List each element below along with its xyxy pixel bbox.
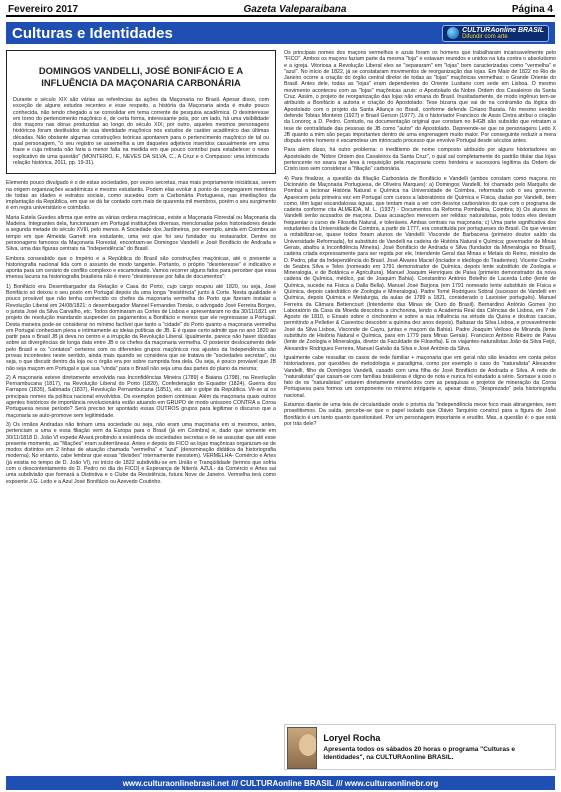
- right-paragraph: Igualmente cabe ressaltar os casos de rede familiar + maçonaria que em geral não são levados em conta pelos historiadores, por questões de metodologia e paradigma, como por exemplo o caso do "naturalista" Alexandre Vandelli, filho de Domingos Vandelli, casado com uma filha de José Bonifácio de Andrada e Silva. A rede de "naturalistas" que casam-se com famílias brasileiras é digno de nota e nunca foi estudado a sério. Somase a isso o fato de os "naturalistas" estarem diretamente envolvidos com as pesquisas e projetos de mineração da Coroa Portuguesa para formos um componente no mínimo intrigante e, apesar disso, "desprezado" pela historiografia nacional.: [284, 354, 556, 399]
- article-intro-box: [6, 50, 276, 174]
- right-paragraph: Os principais nomes dos maçons vermelhos e azuis foram os homens que trabalharam incansavelmente pelo "FICO". Ambos os maçons faziam parte da mesma "loja" e estavam reunidos e unidos na luta contra o absolutismo e a igreja. Vitoriosa a Revolução Liberal eles se "separaram" em "lojas" bem caracterizadas como "vermelha" e "azul". No início de 1822, já se constataram movimentos de reorganização das lojas. Em Maio de 1822 no Rio de Janeiro ocorre a criação do órgão central diretor de todas as "lojas" maçônicas vermelhas: o Grande Oriente do Brasil. Antes dele, todas as "lojas" eram dependentes do Oriente Lusitano com sede em Lisboa. O mesmo movimento aconteceu com as "lojas" maçônicas azuis: o Apostolado da Nobre Ordem dos Cavaleiros da Santa Cruz. Assim, o projeto de reorganização das lojas não emana do Brasil. Inusitadamente, de modo ingênuo tem-se atribuído a Bonifácio a autoria e criação do Apostolado. Tese bizarra que vai de na contramão da lógica do Apostolado com o projeto da Santa Aliança no Brasil, conforme defende Ciriano Barata. No mesmo sentido defende Tobias Monteiro (1927) e Brasil Gerson (1977). Já o historiador Francisco de Assis Cintra atribui o criação da Lonoroç a D. Pedro. Contudo, na documentação original que constam no IHGB são subsídio que retratam a tese de centralidade das pessoas de JB como "autor" do Apostolado. Depreende-se que os personagens Ledo X JB quanto a mim são peças importantes dentro de uma engrenagem muito maior. Por conseguinte reduzir a mera disputa entre homens é escamotear um intrincado processo que envolve Portugal desde séculos antes.: [284, 50, 556, 145]
- article-headline: DOMINGOS VANDELLI, JOSÉ BONIFÁCIO E A INFLUÊNCIA DA MAÇONARIA CARBONÁRIA: [38, 65, 244, 88]
- left-paragraph: Elemento pouco divulgado é o de estas sociedades, por vezes secretas, mas mais propriamente iniciáticas, serem na origem organizações académicas e mesmo estudantis. Podem elas evoluir à ponto de congregarem membros de todas as idades e estratos sociais, como sucedeu com a Carbonária Portuguesa, nas imediações da implantação da República, em que se dá far contado com mais de quarenta mil membros, porém o seu surgimento é em regra universitário e coimbrão.: [6, 180, 276, 212]
- section-banner: [6, 22, 555, 44]
- newspaper-name: Gazeta Valeparaibana: [243, 4, 347, 15]
- right-column: [284, 50, 556, 430]
- page-number: Página 4: [511, 4, 553, 15]
- brand-name: CULTURAonline BRASIL: [462, 26, 544, 34]
- brand-logo: [442, 25, 549, 42]
- page-header: [6, 4, 555, 17]
- left-paragraph: Maria Estela Guedes afirma que entre as várias ordens maçónicas, existe a Maçonaria Florestal ou Maçonaria da Madeira. Integrantes dela, funcionaram em Portugal instituições diversas, mencionadas pelos historiadores desde a segunda metade do século XVIII, pelo menos. A Sociedade dos Jardineiros, por exemplo, ainda em Coimbra ao tempo em que Almeida Garrett era estudante, uma vez que foi seu fundador ou restaurador. Dentre os personagens famosos da Maçonaria Florestal, encontram-se Domingos Vandelli e José Bonifácio de Andrada e Silva, uma das figuras centrais na "Independência" do Brasil.: [6, 214, 276, 253]
- right-paragraph: Para além disso, há outro problema: o ineditismo de nome composto atribuído por alguns historiadores ao Apostolado de "Nobre Ordem dos Cavaleiros da Santa Cruz", o qual sal completamente do padrão titular das lojas pertencente no seara que leva à requisição pela maçonaria como herdeira e sucessora legítima da Ordem de Cristo isso sem considerar a "filiação" carbonária.: [284, 147, 556, 173]
- left-paragraph: 3) Os irmãos Andradas não tinham uma sociedade ou seja, não eram uma maçonaria em si mesmos, antes, pertenciam a uma e essa filiação vem da Europa para o Brasil (já em Coimbra) e, dado que somente em 30/11/1818 D. João VI expede Alvará proibindo a existência de sociedades secretas e de se assustar que até esse presente momento, as "filiações" eram subterrâneas. Antes e depois do FICO as lojas maçônicas organizam-se de modos distintos em 2 linhas de atuação chamada "vermelha" e "azul" (denominação didática da historiografia moderna). No entanto, cabe lembrar que essas "divisões" internamente inexistem). VERMELHA- Comércio e Artes (já existia no tempo de D. João VI), no início de 1822 subdividiu-se em União e Tranqüilidade (termos que sofria com o descontentamento do D. Pedro no dia do FICO) e Esperança de Niterói. AZUL- da Comércio e Artes sai uma subdivisão que formará a Distintiva e o Clube da Resistência, futura Nove de Janeiro. Vermelha terá como expoente J.G. Ledo e a Azul José Bonifácio ou Azevedo Coutinho.: [6, 421, 276, 485]
- left-paragraph: 2) A maçonaria esteve diretamente envolvida nas Inconfidências Mineira (1789) e Baiana (1798), na Revolução Pernambucana (1817), na Revolução Liberal do Porto (1820), Confederação do Equador (1824), Guerra dos Farrapos (1835), Sabinada (1837), Revolução Pernambucana (1851), etc. até o golpe da República. Vê-se aí os principais nomes da política nacional envolvidos. Os exemplos podem continuar. Além da maçonaria quais outros agentes históricos de importância revolucionária estão atuando em GRUPO de modo unissono CONTRA a Coroa Portuguesa nesse período? Será preciso ter apontado essas OUTROS grupos para legitimar o discurso que a maçonaria se auto-promove sem legitimidade.: [6, 374, 276, 419]
- author-name: Loryel Rocha: [323, 733, 381, 743]
- section-title: Culturas e Identidades: [12, 24, 173, 42]
- right-paragraph: Estamos diante de uma teia de circularidade onde o prisma da "independência mexe foco mais abrangentes, sem proselitismos. Da saída, percebe-se que o papel isolado que Olávio Tarquínio construí para a figura de José Bonifácio é um tanto quanto questionável. Por um personagem importante e erudito. Mas, a questão é: o que está por trás dele?: [284, 402, 556, 427]
- footer-links[interactable]: www.culturaonlinebrasil.net /// CULTURAonline BRASIL /// www.culturaonlinebr.org: [6, 776, 555, 790]
- brand-tagline: Difundir com arte: [462, 33, 508, 40]
- author-bio: Apresenta todos os sábados 20 horas o programa "Culturas e Identidades", na CULTURAonline BRASIL.: [323, 746, 516, 761]
- issue-date: Fevereiro 2017: [8, 4, 79, 15]
- author-box: [284, 724, 556, 770]
- globe-icon: [447, 27, 459, 39]
- author-photo: [287, 727, 317, 769]
- right-paragraph: 4) Para finalizar, a questão da filiação Carbonária de Bonifácio e Vandelli (ambos constam como maçons no Dicionário de Maçonaria Portuguesa, de Oliveira Marques): a) Domingos Vandelli, foi chamado pelo Marquês de Pombal a lecionar História Natural e Química na Universidade de Coimbra, reformada sob o seu governo. Aparecem pela primeira vez em Portugal com cursos a laboratórios de Química e Física, dadas por Vandelli, bem como, têm lugar escandalosas águas, que tentam mais a ver com desvios carbonários do que com o programa de cadeira conforme cita ALMEIDA, M. L. (1937) - Documentos da Reforma Pombalina, Coimbra; b) Os alunos de Vandelli serão acusados de maçons. Duas acusações merecem ser relidas: naturalistas, pois todos eles deviam frequentar o curso de Filosofia Natural, e toleráveis. Ambas centrais na maçonaria; c) Uma parte significativa dos estudantes da Universidade de Coimbra, a partir de 1777, era constituída por portugueses do Brasil. Os que vieram a notabilizar-se, quase todos foram alunos de Vandelli: Visconde de Barbacena (primeiro doutor saído da Universidade Reformada), foi substituto de Vandelli na cadeira de História Natural e Química; governador de Minas Gerais, abafou a Inconfidência Mineira). José Bonifácio de Andrada e Silva (fundador da Mineralogia no Brasil), cadeira criada expressamente para ser regida por ele, Intendente Geral das Minas e Metais do Reino, ministro de D. Pedro, pilar da Independência do Brasil. José Álvares Maciel (inciador e ideólogo do Tiradentes). Vicente Coelho de Seabra Silva e Teles (nomeado em 1791 demonstrador de Química, depois lente substituto de Zoologia e Mineralogia, e de Botânica e Agricultura). Manuel Joaquim Henriques de Paiva (primeiro demonstrador da nova cadeira de Química, médico, pai de Joaquim Bahia). Constantino António Botelho de Lacerda Lobo (lente de Química, sucede na Física a Dalla Bella). Manuel José Barjona (em 1791 nomeado lente substituto de Física e Química, depois catedrático de Zoologia e Mineralogia). Padre Tomé Rodrigues Sobral (sucessor de Vandelli em Química, depois Química e Metalurgia, da aulas de 1789 a 1821, considerado o Lavoisier português). Manuel Ferreira da Câmara Bettencourt (Intendente das Minas de Ouro do Brasil). Bernardino António Gomes (no Laboratório da Casa da Moeda descobriu a cinchonina, lendo a Academia Real das Ciências de Lisboa, em 7 de Agosto de 1810, o Ensaio sobre o cinchonino e sobre a sua influência na virtude da Quina e doutras cascas, permitindo a Pelletier & Caventou descobrir a quinina dez anos depois). Baltasar da Silva Lisboa, e provavelmente José da Silva Lisboa, Visconde de Cayru, juntas e maçom da Bahia). Padre Joaquim Velloso de Miranda (lente substituto de História Natural e Química, para em 1779 para Minas Gerais). Francisco António Ribeiro de Paiva (lente de Zoologia e Mineralogia, diretor da Faculdade de Filosofia). E os viajantes-naturalistas João da Silva Feijó, Alexandre Rodrigues Ferreira, Manuel Galvão da Silva e José António da Silva.: [284, 175, 556, 352]
- left-paragraph: 1) Bonifácio era Desembargador da Relação e Casa do Porto, cujo cargo ocupou até 1820, ou seja, José Bonifácio só deixou o seu posto em Portugal depois da uma longa "insistência" junto à Corte. Nesta qualidade é pouco provável que não tenha conhecido os chefes da maçonaria vermelha do Porto que fizeram instalar a Revolução Liberal em 24/08/1821: o desembargador Manoel Fernandes Tomás, o advogado José Ferreira Borges, o jurista José da Silva Carvalho, etc. Todos dominaram as Cortes de Lisboa e apresentaram no dia 30/11/1821 um projeto de resolução mandando suspender os pagamentos a Bonifácio e menos que ele regressasse a Portugal. Desta maneira pode-se considerar no mínimo factível que tanto a "cidade" do Porto quanto a maçonaria vermelha em Portugal conheciam plena e intimamente as ideias políticas de JB. E é quase certo admitir que no ano 1820 ao partir para o Brasil JB já deva no centro e a irrupção da Revolução Liberal. Igualmente, parece não haver dúvidas sobre as divergências de longa data entre JB e os chefes da maçonaria vermelha. O posterior deslocamento dele pelo Brasil e os "contatos" certeiros com os diferentes grupos maçônicos nos ajustes da Independência são provas incontestes neste sentido, ainda mais quando se considera que se tratava de "sociedades secretas", ou seja, o que discutir dentro da loja ou o órgão era por sobre cumprida fora dela. Ou seja, é pouco provável que JB não seja maçom em Portugal e que sua "vinda" para o Brasil não seja uma das partes do plano da mesma;: [6, 283, 276, 372]
- left-paragraph: Embora conseabido que o Império e a República do Brasil são construções maçónicas, até o presente a historiografia nacional lida com o assunto de modo tangente. Portanto, o próprio "desinteresse" é indicativo e aponta para um cenário de conflito complexo e escamoteado. Vamos recorrer alguns fatos para perceber que essa imensa lacuna na historiografia brasileira não é mero "desinteresse por falta de documentos":: [6, 255, 276, 281]
- left-column: [6, 50, 276, 488]
- article-intro: Durante o século XIX são várias as referências às ações da Maçonaria no Brasil. Apesar disso, com exceção de alguns estudos recentes e esse respeito, a história da Maçonaria ainda é muito pouco conhecida, não tendo chegado a se consolidar em tema corrente de pesquisa acadêmica. O desinteresse em torno do pertencimento maçônico é, de certa forma, interessante pois, por um lado, há uma visibilidade dos maçons nas obras produzidas ao longo do século XIX; por outro, aqueles mesmos personagens históricos foram destituídos de sua identidade maçônica nos estudos de caráter acadêmico das últimas décadas. Não obstante algumas construções teóricas apontarem para o pertencimento maçônico de tal ou qual personagem, "o seu registro se assemelha a um daqueles adjetivos inseridos casualmente em uma frase e cuja retirada não faria a menor falta na medida em que pouco contribui para estabelecer o nexo explicativo de uma questão" (MONTEIRO, F., NEVES DA SILVA, C., A Cruz e o Compasso: uma intrincada relação histórica, 2011, pp. 19-31).: [13, 97, 269, 166]
